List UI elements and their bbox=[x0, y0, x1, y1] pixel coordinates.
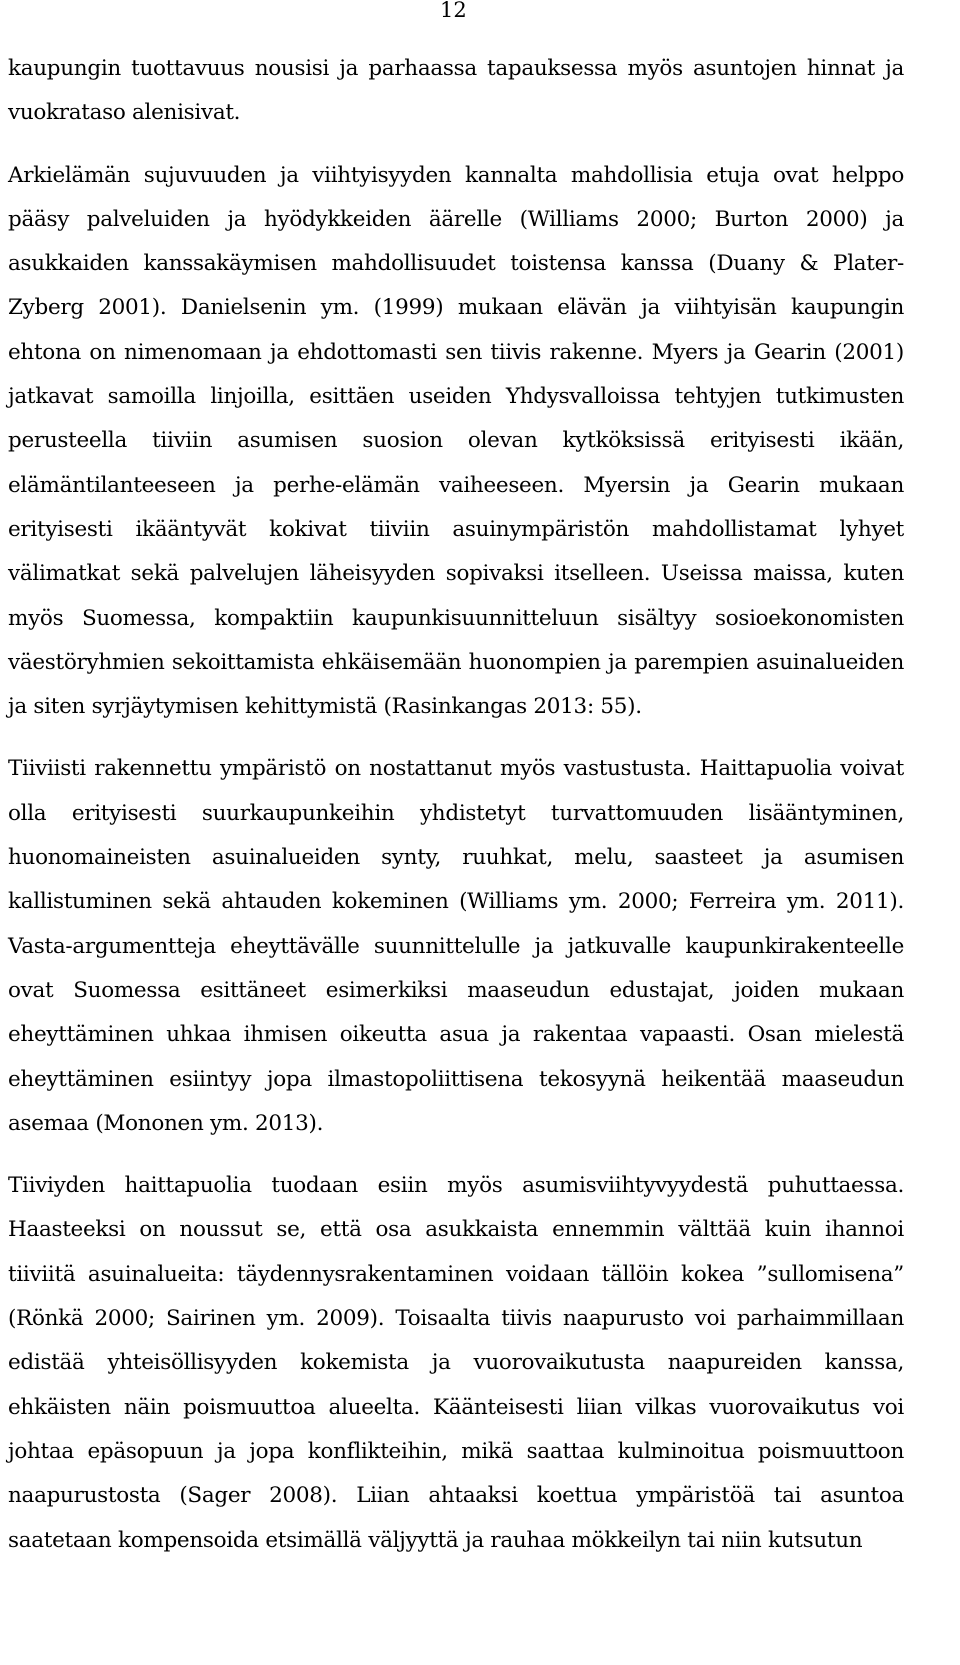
paragraph-1: kaupungin tuottavuus nousisi ja parhaassa tapauksessa myös asuntojen hinnat ja vuokrataso alenisivat. bbox=[8, 56, 904, 126]
page-number: 12 bbox=[440, 0, 467, 22]
paragraph-4: Tiiviyden haittapuolia tuodaan esiin myös asumisviihtyvyydestä puhuttaessa. Haasteeksi on noussut se, että osa asukkaista ennemmin välttää kuin ihannoi tiiviitä asuinalueita: täydennysrakentaminen voidaan tällöin kokea ”sullomisena” (Rönkä 2000; Sairinen ym. 2009). Toisaalta tiivis naapurusto voi parhaimmillaan edistää yhteisöllisyyden kokemista ja vuorovaikutusta naapureiden kanssa, ehkäisten näin poismuuttoa alueelta. Käänteisesti liian vilkas vuorovaikutus voi johtaa epäsopuun ja jopa konflikteihin, mikä saattaa kulminoitua poismuuttoon naapurustosta (Sager 2008). Liian ahtaaksi koettua ympäristöä tai asuntoa saatetaan kompensoida etsimällä väljyyttä ja rauhaa mökkeilyn tai niin kutsutun bbox=[8, 1173, 904, 1553]
paragraph-3: Tiiviisti rakennettu ympäristö on nostattanut myös vastustusta. Haittapuolia voivat olla erityisesti suurkaupunkeihin yhdistetyt turvattomuuden lisääntyminen, huonomaineisten asuinalueiden synty, ruuhkat, melu, saasteet ja asumisen kallistuminen sekä ahtauden kokeminen (Williams ym. 2000; Ferreira ym. 2011). Vasta-argumentteja eheyttävälle suunnittelulle ja jatkuvalle kaupunkirakenteelle ovat Suomessa esittäneet esimerkiksi maaseudun edustajat, joiden mukaan eheyttäminen uhkaa ihmisen oikeutta asua ja rakentaa vapaasti. Osan mielestä eheyttäminen esiintyy jopa ilmastopoliittisena tekosyynä heikentää maaseudun asemaa (Mononen ym. 2013). bbox=[8, 756, 904, 1136]
body-text bbox=[8, 47, 904, 1581]
paragraph-2: Arkielämän sujuvuuden ja viihtyisyyden kannalta mahdollisia etuja ovat helppo pääsy palveluiden ja hyödykkeiden äärelle (Williams 2000; Burton 2000) ja asukkaiden kanssakäymisen mahdollisuudet toistensa kanssa (Duany & Plater-Zyberg 2001). Danielsenin ym. (1999) mukaan elävän ja viihtyisän kaupungin ehtona on nimenomaan ja ehdottomasti sen tiivis rakenne. Myers ja Gearin (2001) jatkavat samoilla linjoilla, esittäen useiden Yhdysvalloissa tehtyjen tutkimusten perusteella tiiviin asumisen suosion olevan kytköksissä erityisesti ikään, elämäntilanteeseen ja perhe-elämän vaiheeseen. Myersin ja Gearin mukaan erityisesti ikääntyvät kokivat tiiviin asuinympäristön mahdollistamat lyhyet välimatkat sekä palvelujen läheisyyden sopivaksi itselleen. Useissa maissa, kuten myös Suomessa, kompaktiin kaupunkisuunnitteluun sisältyy sosioekonomisten väestöryhmien sekoittamista ehkäisemään huonompien ja parempien asuinalueiden ja siten syrjäytymisen kehittymistä (Rasinkangas 2013: 55). bbox=[8, 162, 904, 720]
